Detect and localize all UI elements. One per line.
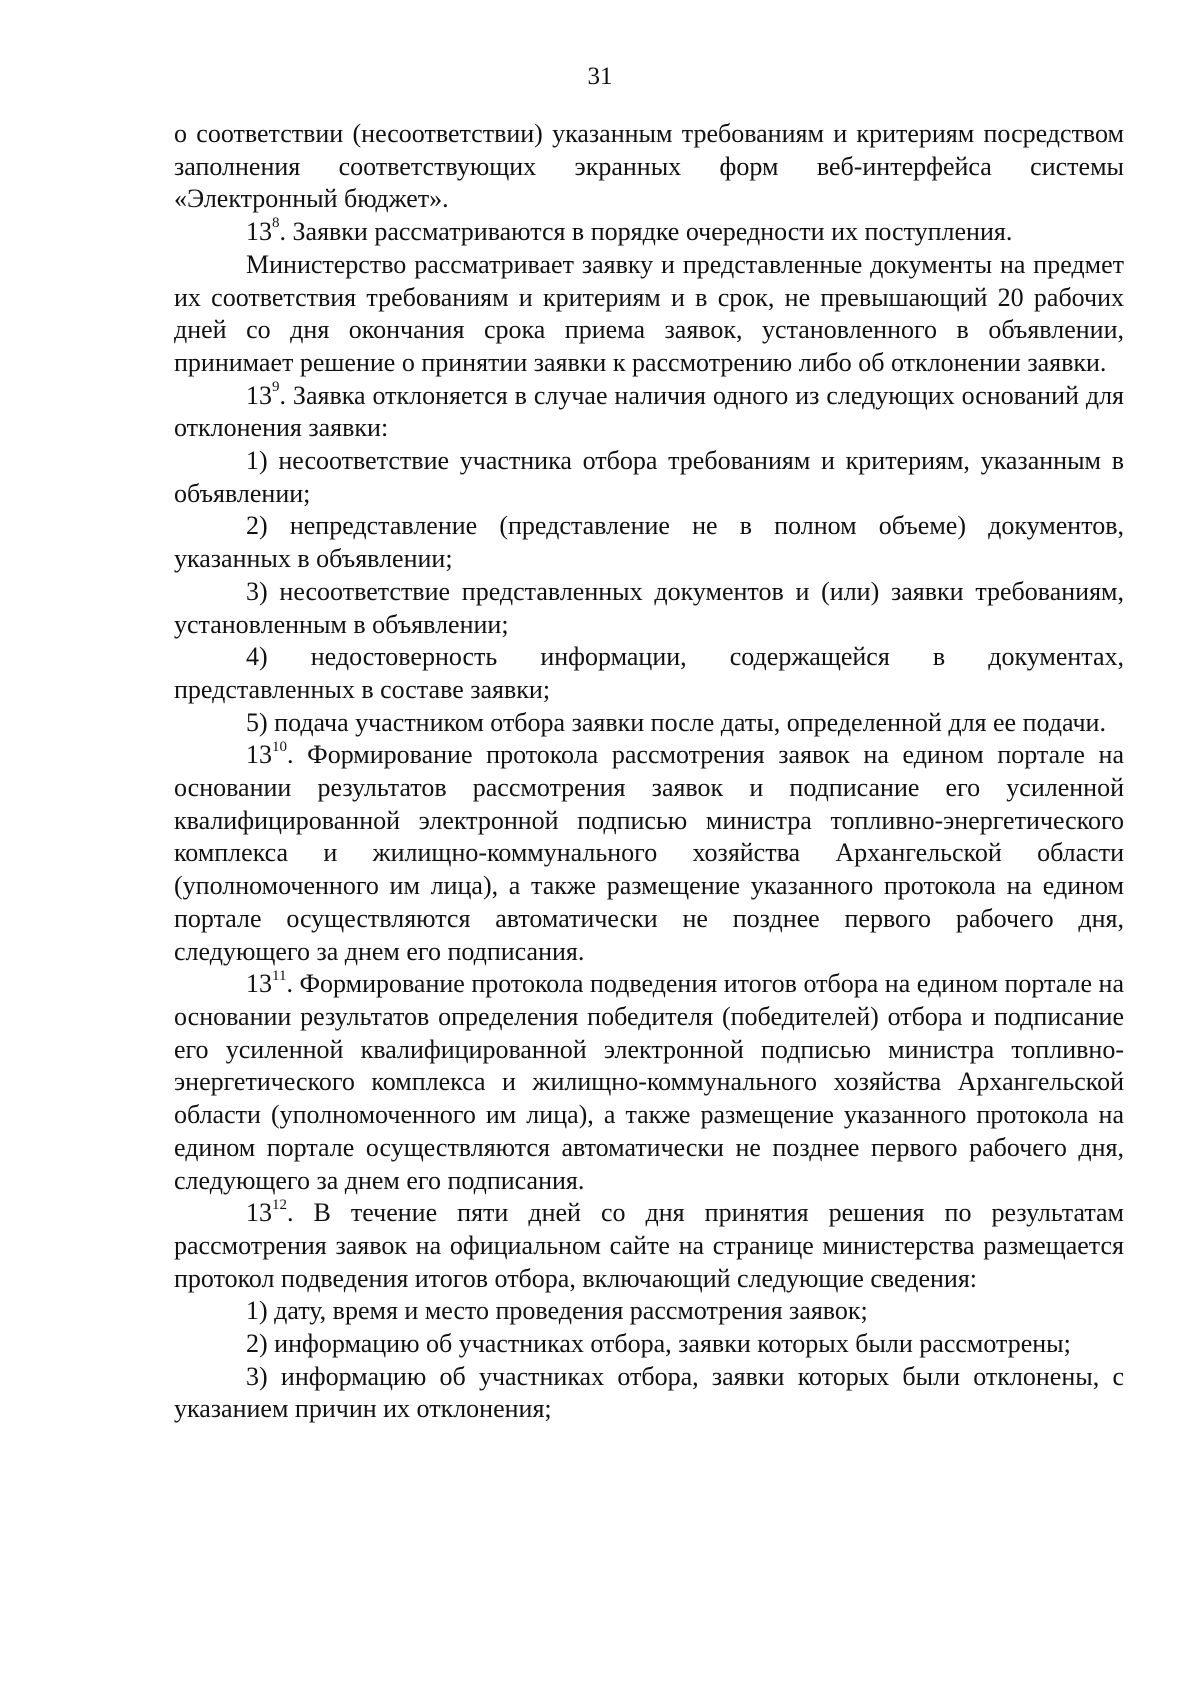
paragraph-text: . Заявки рассматриваются в порядке очередности их поступления. xyxy=(279,217,1013,247)
list-item-rejection-4 xyxy=(174,641,1124,706)
clause-superscript: 10 xyxy=(272,738,287,755)
paragraph-text: . Формирование протокола рассмотрения заявок на едином портале на основании результатов рассмотрения заявок и подписание его усиленной квалифицированной электронной подписью министра топливно-энергетического комплекса и жилищно-коммунального хозяйства Архангельской области (уполномоченного им лица), а также размещение указанного протокола на едином портале осуществляются автоматически не позднее первого рабочего дня, следующего за днем его подписания. xyxy=(174,740,1124,966)
list-item-text: 2) непредставление (представление не в полном объеме) документов, указанных в объявлении; xyxy=(174,511,1124,574)
clause-number: 13 xyxy=(246,217,272,247)
paragraph-13-9 xyxy=(174,380,1124,445)
list-item-text: 3) информацию об участниках отбора, заявки которых были отклонены, с указанием причин их отклонения; xyxy=(174,1361,1124,1424)
paragraph-13-10 xyxy=(174,739,1124,968)
clause-number: 13 xyxy=(246,740,272,770)
paragraph-text: о соответствии (несоответствии) указанным требованиям и критериям посредством заполнения соответствующих экранных форм веб-интерфейса системы «Электронный бюджет». xyxy=(174,119,1124,214)
clause-number: 13 xyxy=(246,1198,272,1228)
clause-superscript: 8 xyxy=(272,215,280,232)
paragraph-text: . Заявка отклоняется в случае наличия одного из следующих оснований для отклонения заявки: xyxy=(174,380,1124,443)
list-item-protocol-3 xyxy=(174,1361,1124,1426)
list-item-rejection-2 xyxy=(174,510,1124,575)
paragraph-continuation xyxy=(174,118,1124,216)
list-item-rejection-5 xyxy=(174,707,1124,740)
document-body xyxy=(174,118,1124,1426)
paragraph-ministry-review xyxy=(174,249,1124,380)
list-item-text: 3) несоответствие представленных документов и (или) заявки требованиям, установленным в объявлении; xyxy=(174,576,1124,639)
clause-number: 13 xyxy=(246,380,272,410)
list-item-text: 1) несоответствие участника отбора требованиям и критериям, указанным в объявлении; xyxy=(174,446,1124,508)
paragraph-13-11 xyxy=(174,968,1124,1197)
list-item-rejection-1 xyxy=(174,445,1124,510)
clause-number: 13 xyxy=(246,969,272,999)
clause-superscript: 9 xyxy=(272,378,280,395)
list-item-protocol-2 xyxy=(174,1328,1124,1361)
paragraph-text: Министерство рассматривает заявку и представленные документы на предмет их соответствия требованиям и критериям и в срок, не превышающий 20 рабочих дней со дня окончания срока приема заявок, установленного в объявлении, принимает решение о принятии заявки к рассмотрению либо об отклонении заявки. xyxy=(174,249,1124,377)
paragraph-13-8 xyxy=(174,216,1124,249)
clause-superscript: 11 xyxy=(272,967,287,984)
paragraph-text: . Формирование протокола подведения итогов отбора на едином портале на основании результатов определения победителя (победителей) отбора и подписание его усиленной квалифицированной электронной подписью министра топливно-энергетического комплекса и жилищно-коммунального хозяйства Архангельской области (уполномоченного им лица), а также размещение указанного протокола на едином портале осуществляются автоматически не позднее первого рабочего дня, следующего за днем его подписания. xyxy=(174,969,1124,1195)
list-item-text: 1) дату, время и место проведения рассмотрения заявок; xyxy=(246,1296,868,1326)
list-item-text: 2) информацию об участниках отбора, заявки которых были рассмотрены; xyxy=(246,1329,1071,1359)
paragraph-13-12 xyxy=(174,1197,1124,1295)
clause-superscript: 12 xyxy=(272,1196,287,1213)
paragraph-text: . В течение пяти дней со дня принятия решения по результатам рассмотрения заявок на официальном сайте на странице министерства размещается протокол подведения итогов отбора, включающий следующие сведения: xyxy=(174,1198,1124,1293)
list-item-protocol-1 xyxy=(174,1295,1124,1328)
list-item-text: 5) подача участником отбора заявки после даты, определенной для ее подачи. xyxy=(246,707,1106,737)
list-item-text: 4) недостоверность информации, содержащейся в документах, представленных в составе заявки; xyxy=(174,642,1124,704)
page-number: 31 xyxy=(587,63,613,90)
list-item-rejection-3 xyxy=(174,576,1124,641)
